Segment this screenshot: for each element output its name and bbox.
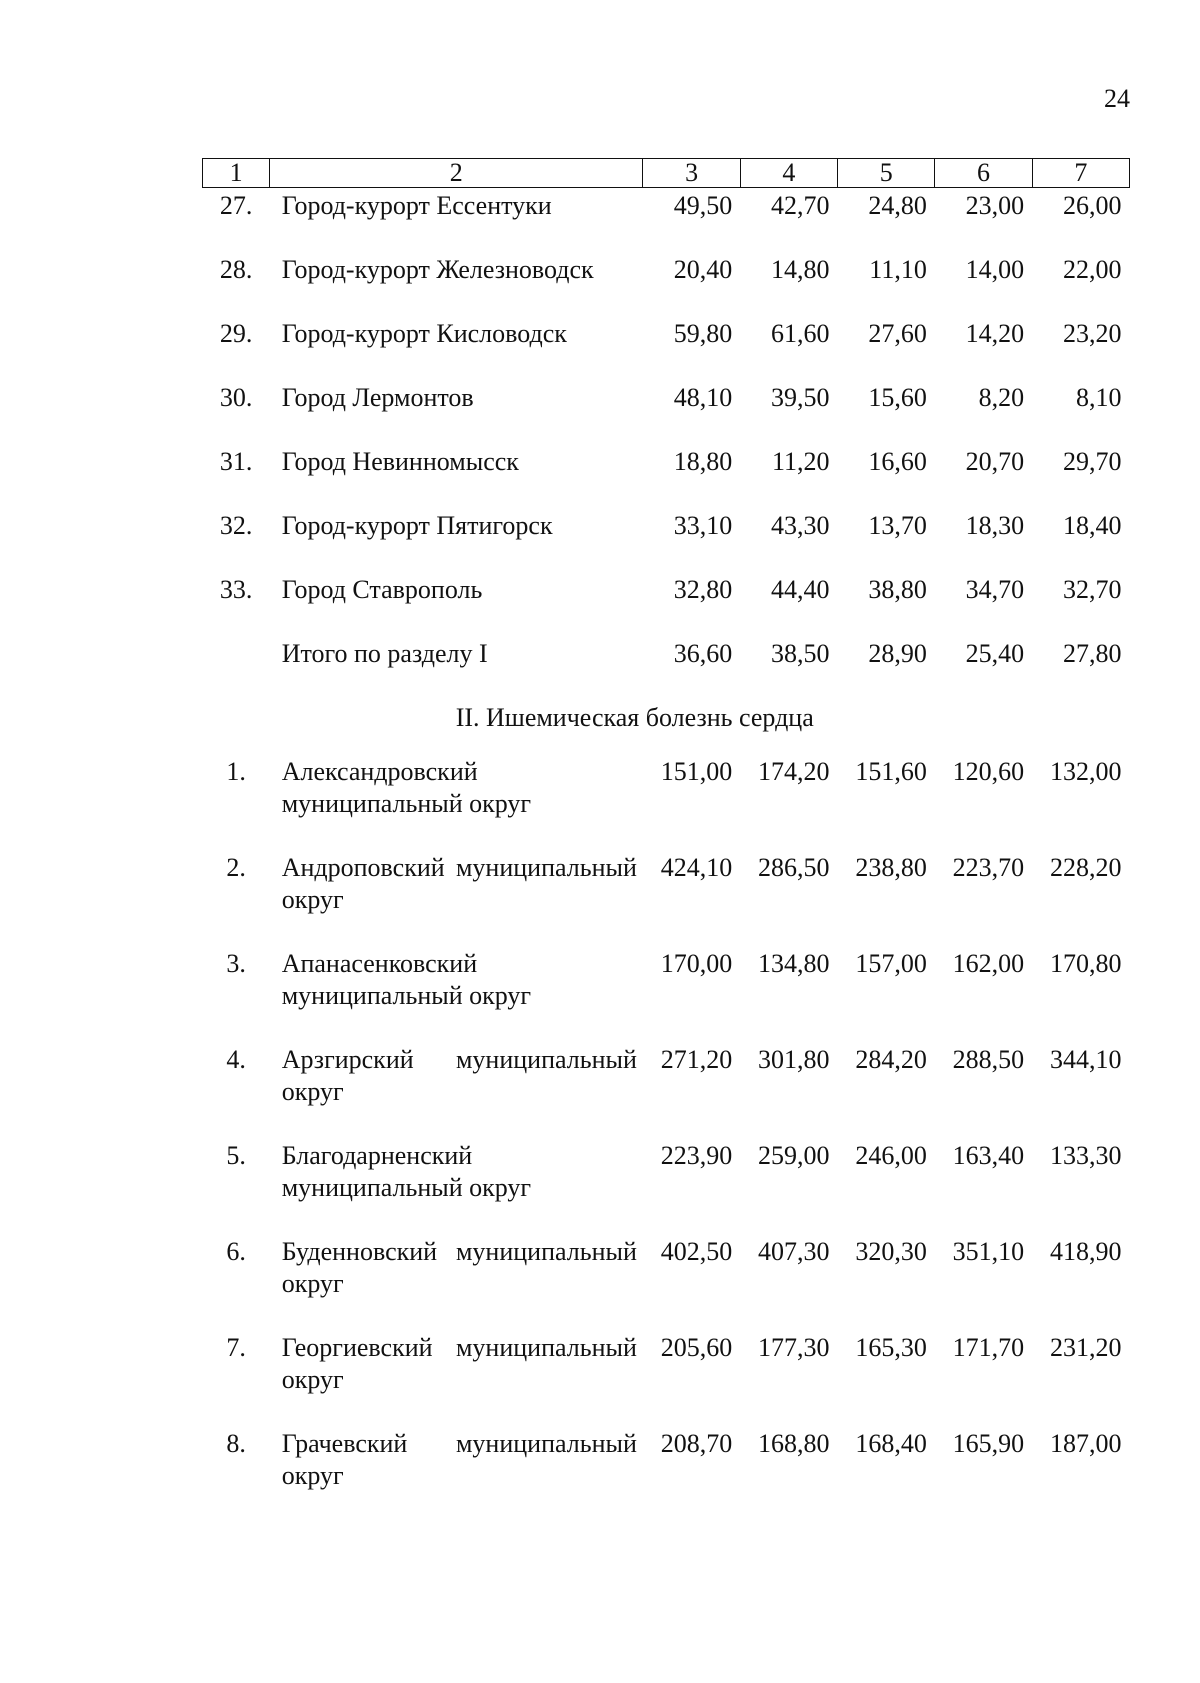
row-value: 11,10	[869, 255, 927, 284]
table-row	[203, 382, 1130, 446]
row-value: 171,70	[952, 1333, 1025, 1362]
table-row	[203, 638, 1130, 702]
table-row	[203, 318, 1130, 382]
row-number: 1.	[226, 757, 246, 786]
row-number: 8.	[226, 1429, 246, 1458]
row-value: 157,00	[855, 949, 927, 978]
row-number: 27.	[219, 191, 253, 220]
row-name: Буденновский муниципальный округ	[281, 1237, 637, 1298]
row-number: 7.	[226, 1333, 246, 1362]
row-value: 32,80	[673, 575, 733, 604]
row-value: 134,80	[758, 949, 830, 978]
table-row	[203, 1236, 1130, 1332]
column-header: 3	[643, 159, 740, 188]
row-number: 33.	[219, 575, 253, 604]
row-value: 23,00	[965, 191, 1025, 220]
row-value: 320,30	[855, 1237, 927, 1266]
row-value: 238,80	[855, 853, 927, 882]
column-header: 4	[740, 159, 837, 188]
row-value: 163,40	[952, 1141, 1025, 1170]
row-value: 228,20	[1050, 853, 1122, 882]
row-value: 151,60	[855, 757, 927, 786]
row-value: 18,30	[965, 511, 1025, 540]
row-value: 231,20	[1050, 1333, 1122, 1362]
section-spacer	[203, 702, 270, 756]
row-value: 39,50	[771, 383, 830, 412]
row-value: 162,00	[952, 949, 1025, 978]
row-value: 29,70	[1063, 447, 1122, 476]
row-value: 120,60	[952, 757, 1025, 786]
row-value: 11,20	[771, 447, 830, 476]
row-value: 49,50	[673, 191, 733, 220]
row-value: 246,00	[855, 1141, 927, 1170]
row-number: 5.	[226, 1141, 246, 1170]
row-value: 28,90	[868, 639, 927, 668]
section-title: II. Ишемическая болезнь сердца	[455, 703, 814, 732]
row-name: Александровский муниципальный округ	[281, 757, 532, 818]
column-header: 6	[935, 159, 1032, 188]
row-number: 31.	[219, 447, 253, 476]
row-value: 187,00	[1050, 1429, 1122, 1458]
row-name: Андроповский муниципальный округ	[281, 853, 637, 914]
row-value: 174,20	[758, 757, 830, 786]
table-row	[203, 574, 1130, 638]
table-row	[203, 1332, 1130, 1428]
row-value: 38,80	[868, 575, 927, 604]
row-value: 15,60	[868, 383, 927, 412]
row-value: 165,30	[855, 1333, 927, 1362]
row-value: 208,70	[660, 1429, 733, 1458]
row-name: Арзгирский муниципальный округ	[281, 1045, 637, 1106]
row-name: Город-курорт Кисловодск	[281, 319, 567, 348]
row-value: 18,40	[1063, 511, 1122, 540]
row-value: 133,30	[1050, 1141, 1122, 1170]
row-name: Георгиевский муниципальный округ	[281, 1333, 637, 1394]
row-value: 8,10	[1076, 383, 1122, 412]
row-name: Город-курорт Железноводск	[281, 255, 594, 284]
row-value: 32,70	[1063, 575, 1122, 604]
row-value: 351,10	[952, 1237, 1025, 1266]
row-value: 25,40	[965, 639, 1025, 668]
row-number: 30.	[219, 383, 253, 412]
row-name: Итого по разделу I	[281, 639, 488, 668]
row-value: 44,40	[771, 575, 830, 604]
data-table	[202, 158, 1130, 1524]
table-row	[203, 852, 1130, 948]
row-name: Грачевский муниципальный округ	[281, 1429, 637, 1490]
row-value: 271,20	[660, 1045, 733, 1074]
row-name: Город Лермонтов	[281, 383, 474, 412]
row-value: 177,30	[758, 1333, 830, 1362]
row-value: 20,70	[965, 447, 1025, 476]
row-value: 205,60	[660, 1333, 733, 1362]
column-header: 2	[270, 159, 643, 188]
row-value: 223,70	[952, 853, 1025, 882]
row-value: 20,40	[673, 255, 733, 284]
table-row	[203, 756, 1130, 852]
row-number: 4.	[226, 1045, 246, 1074]
table-row	[203, 446, 1130, 510]
row-number: 28.	[219, 255, 253, 284]
row-value: 288,50	[952, 1045, 1025, 1074]
row-value: 34,70	[965, 575, 1025, 604]
row-name: Город Невинномысск	[281, 447, 519, 476]
row-value: 170,00	[660, 949, 733, 978]
row-number	[203, 638, 270, 702]
row-name: Город-курорт Ессентуки	[281, 191, 552, 220]
row-value: 170,80	[1050, 949, 1122, 978]
header-row	[203, 159, 1130, 188]
table-row	[203, 1140, 1130, 1236]
row-value: 43,30	[771, 511, 830, 540]
row-value: 38,50	[771, 639, 830, 668]
table-row	[203, 510, 1130, 574]
row-value: 424,10	[660, 853, 733, 882]
row-value: 151,00	[660, 757, 733, 786]
row-value: 42,70	[771, 191, 830, 220]
row-value: 27,60	[868, 319, 927, 348]
row-value: 301,80	[758, 1045, 830, 1074]
row-value: 59,80	[673, 319, 733, 348]
row-value: 48,10	[673, 383, 733, 412]
row-number: 32.	[219, 511, 253, 540]
row-value: 402,50	[660, 1237, 733, 1266]
section-row	[203, 702, 1130, 756]
row-value: 61,60	[771, 319, 830, 348]
row-value: 168,80	[758, 1429, 830, 1458]
row-value: 23,20	[1063, 319, 1122, 348]
row-value: 284,20	[855, 1045, 927, 1074]
row-value: 24,80	[868, 191, 927, 220]
row-number: 3.	[226, 949, 246, 978]
row-value: 16,60	[868, 447, 927, 476]
row-value: 168,40	[855, 1429, 927, 1458]
table-row	[203, 254, 1130, 318]
column-header: 7	[1032, 159, 1129, 188]
row-value: 27,80	[1063, 639, 1122, 668]
row-value: 223,90	[660, 1141, 733, 1170]
row-value: 26,00	[1063, 191, 1122, 220]
table-row	[203, 1428, 1130, 1524]
row-name: Апанасенковский муниципальный округ	[281, 949, 532, 1010]
row-name: Благодарненский муниципальный округ	[281, 1141, 532, 1202]
column-header: 5	[838, 159, 935, 188]
row-name: Город-курорт Пятигорск	[281, 511, 553, 540]
row-value: 18,80	[673, 447, 733, 476]
row-value: 418,90	[1050, 1237, 1122, 1266]
row-value: 14,80	[771, 255, 830, 284]
row-value: 33,10	[673, 511, 733, 540]
table-row	[203, 948, 1130, 1044]
row-value: 286,50	[758, 853, 830, 882]
column-header: 1	[203, 159, 270, 188]
row-name: Город Ставрополь	[281, 575, 483, 604]
table-row	[203, 1044, 1130, 1140]
table-row	[203, 188, 1130, 255]
row-value: 14,20	[965, 319, 1025, 348]
row-value: 344,10	[1050, 1045, 1122, 1074]
row-value: 259,00	[758, 1141, 830, 1170]
page-number: 24	[1104, 84, 1130, 113]
row-number: 6.	[226, 1237, 246, 1266]
row-value: 22,00	[1063, 255, 1122, 284]
row-value: 13,70	[868, 511, 927, 540]
row-value: 8,20	[978, 383, 1025, 412]
row-value: 14,00	[965, 255, 1025, 284]
row-number: 2.	[226, 853, 246, 882]
row-value: 132,00	[1050, 757, 1122, 786]
row-value: 407,30	[758, 1237, 830, 1266]
row-value: 36,60	[673, 639, 733, 668]
row-value: 165,90	[952, 1429, 1025, 1458]
row-number: 29.	[219, 319, 253, 348]
